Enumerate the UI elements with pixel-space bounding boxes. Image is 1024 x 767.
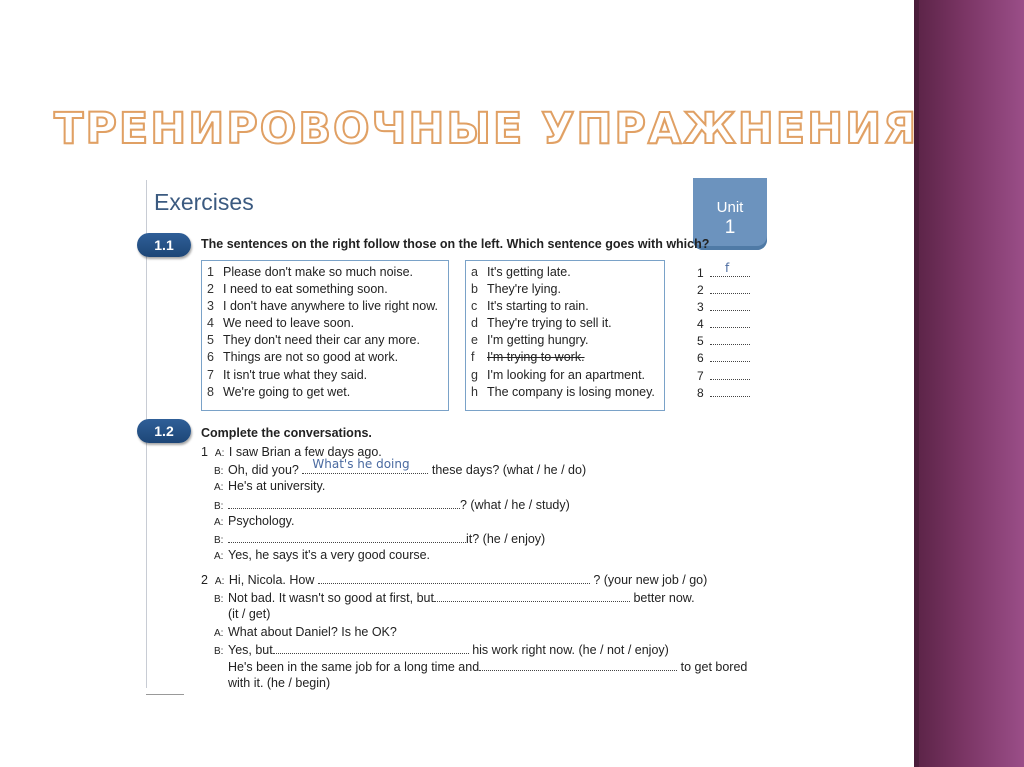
conversation-1-line-4: B: ? (what / he / study) <box>214 498 570 512</box>
list-item: g I'm looking for an apartment. <box>471 367 646 382</box>
conversation-2-line-7: with it. (he / begin) <box>228 676 331 690</box>
list-item: c It's starting to rain. <box>471 299 589 314</box>
list-item: h The company is losing money. <box>471 384 655 399</box>
fill-blank[interactable] <box>318 571 590 584</box>
list-item: 1 Please don't make so much noise. <box>207 265 413 279</box>
conversation-1-line-3: A: He's at university. <box>214 479 326 493</box>
handwritten-answer: What's he doing <box>312 457 410 471</box>
textbook-page <box>137 178 777 698</box>
list-item: a It's getting late. <box>471 265 571 279</box>
answer-blank[interactable]: 3 <box>697 298 757 315</box>
conversation-2-line-1: 2 A: Hi, Nicola. How ? (your new job / go) <box>201 573 708 587</box>
list-item: 8 We're going to get wet. <box>207 384 351 399</box>
exercise-1-2-instruction: Complete the conversations. <box>201 426 372 440</box>
list-item: 4 We need to leave soon. <box>207 316 355 331</box>
fill-blank[interactable] <box>434 589 630 602</box>
list-item-crossed-out: f I'm trying to work. <box>471 350 585 365</box>
conversation-1-line-5: A: Psychology. <box>214 514 295 528</box>
list-item: 2 I need to eat something soon. <box>207 282 388 297</box>
list-item: e I'm getting hungry. <box>471 333 589 348</box>
conversation-2-line-3: (it / get) <box>228 607 271 621</box>
fill-blank[interactable] <box>228 530 466 543</box>
conversation-1-line-7: A: Yes, he says it's a very good course. <box>214 548 431 562</box>
answer-blank[interactable]: 1 f <box>697 264 757 281</box>
conversation-2-line-6: He's been in the same job for a long time and to get bored <box>228 660 748 674</box>
exercise-1-1-instruction: The sentences on the right follow those on the left. Which sentence goes with which? <box>201 237 710 251</box>
conversation-2-line-4: A: What about Daniel? Is he OK? <box>214 625 397 639</box>
answer-column <box>697 261 757 401</box>
list-item: 5 They don't need their car any more. <box>207 333 420 348</box>
answer-blank[interactable]: 6 <box>697 349 757 366</box>
slide-title: ТРЕНИРОВОЧНЫЕ УПРАЖНЕНИЯ <box>54 104 919 154</box>
left-sentences-box <box>201 260 449 411</box>
right-sentences-box <box>465 260 665 411</box>
list-item: d They're trying to sell it. <box>471 316 612 331</box>
answer-blank[interactable]: 5 <box>697 332 757 349</box>
handwritten-answer: f <box>725 261 730 275</box>
answer-blank[interactable]: 2 <box>697 281 757 298</box>
unit-number: 1 <box>724 217 736 238</box>
fill-blank[interactable] <box>479 658 677 671</box>
fill-blank[interactable] <box>273 641 469 654</box>
answer-blank[interactable]: 4 <box>697 315 757 332</box>
conversation-1-line-2: B: Oh, did you? What's he doing these days? (what / he / do) <box>214 457 587 477</box>
exercises-heading: Exercises <box>154 189 254 215</box>
fill-blank[interactable] <box>302 457 428 474</box>
conversation-2-line-5: B: Yes, but his work right now. (he / not / enjoy) <box>214 643 669 657</box>
list-item: 7 It isn't true what they said. <box>207 367 368 382</box>
exercise-badge-1-1: 1.1 <box>137 233 191 257</box>
list-item: 6 Things are not so good at work. <box>207 350 399 365</box>
conversation-2-line-2: B: Not bad. It wasn't so good at first, but better now. <box>214 591 695 605</box>
answer-blank[interactable]: 8 <box>697 384 757 401</box>
unit-label: Unit <box>716 199 744 216</box>
list-item: b They're lying. <box>471 282 561 297</box>
decorative-side-band <box>914 0 1024 767</box>
exercise-badge-1-2: 1.2 <box>137 419 191 443</box>
fill-blank[interactable] <box>228 496 460 509</box>
answer-blank[interactable]: 7 <box>697 367 757 384</box>
list-item: 3 I don't have anywhere to live right now. <box>207 299 439 314</box>
conversation-1-line-6: B: it? (he / enjoy) <box>214 532 546 546</box>
conversation-1-line-1: 1 A: I saw Brian a few days ago. <box>201 445 382 459</box>
